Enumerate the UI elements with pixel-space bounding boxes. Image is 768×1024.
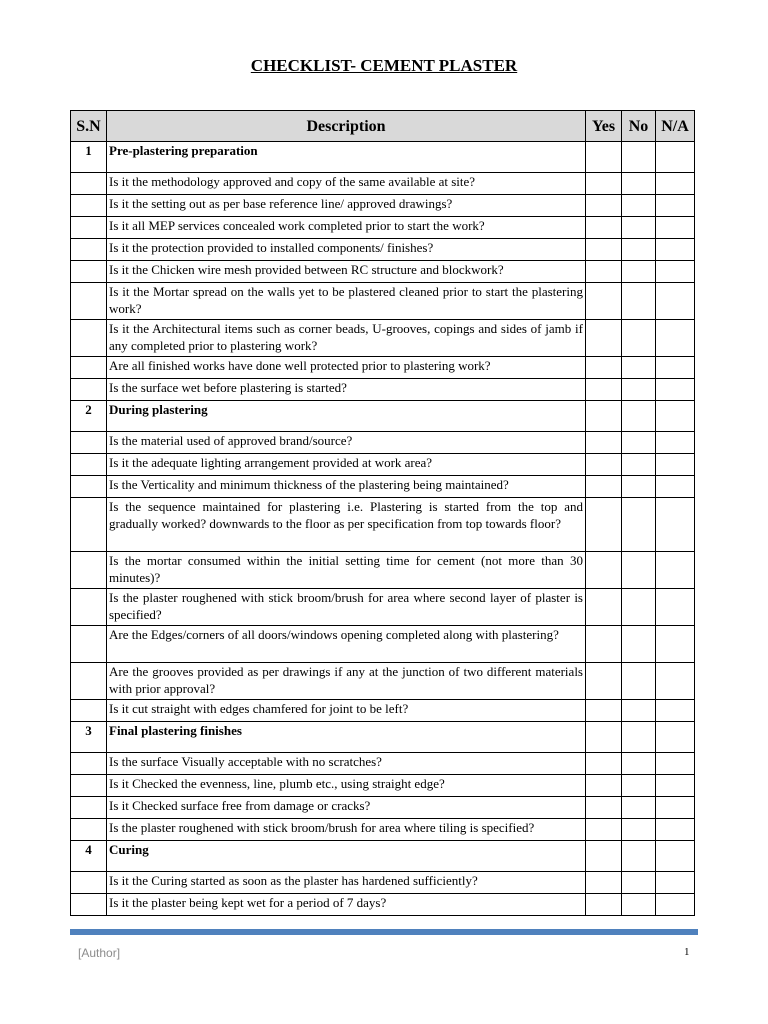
checklist-item-row bbox=[71, 797, 695, 819]
yes-checkbox-cell[interactable] bbox=[586, 872, 622, 894]
no-checkbox-cell[interactable] bbox=[622, 239, 656, 261]
no-checkbox-cell[interactable] bbox=[622, 217, 656, 239]
yes-checkbox-cell[interactable] bbox=[586, 797, 622, 819]
item-number-cell bbox=[71, 432, 107, 454]
na-checkbox-cell[interactable] bbox=[656, 700, 695, 722]
na-checkbox-cell[interactable] bbox=[656, 142, 695, 173]
section-title: Pre-plastering preparation bbox=[107, 142, 586, 173]
no-checkbox-cell[interactable] bbox=[622, 476, 656, 498]
item-description: Is the plaster roughened with stick broom/brush for area where second layer of plaster is specified? bbox=[107, 589, 586, 626]
item-description: Is it the Mortar spread on the walls yet to be plastered cleaned prior to start the plastering work? bbox=[107, 283, 586, 320]
yes-checkbox-cell[interactable] bbox=[586, 753, 622, 775]
no-checkbox-cell[interactable] bbox=[622, 753, 656, 775]
yes-checkbox-cell[interactable] bbox=[586, 142, 622, 173]
na-checkbox-cell[interactable] bbox=[656, 775, 695, 797]
no-checkbox-cell[interactable] bbox=[622, 775, 656, 797]
checklist-item-row bbox=[71, 432, 695, 454]
item-description: Is the surface Visually acceptable with no scratches? bbox=[107, 753, 586, 775]
yes-checkbox-cell[interactable] bbox=[586, 894, 622, 916]
item-description: Is it cut straight with edges chamfered for joint to be left? bbox=[107, 700, 586, 722]
item-description: Is it the Curing started as soon as the plaster has hardened sufficiently? bbox=[107, 872, 586, 894]
item-description: Is it the protection provided to installed components/ finishes? bbox=[107, 239, 586, 261]
yes-checkbox-cell[interactable] bbox=[586, 173, 622, 195]
na-checkbox-cell[interactable] bbox=[656, 320, 695, 357]
section-title: During plastering bbox=[107, 401, 586, 432]
na-checkbox-cell[interactable] bbox=[656, 498, 695, 552]
yes-checkbox-cell[interactable] bbox=[586, 320, 622, 357]
item-number-cell bbox=[71, 283, 107, 320]
yes-checkbox-cell[interactable] bbox=[586, 589, 622, 626]
section-title: Curing bbox=[107, 841, 586, 872]
item-number-cell bbox=[71, 872, 107, 894]
yes-checkbox-cell[interactable] bbox=[586, 775, 622, 797]
checklist-item-row bbox=[71, 217, 695, 239]
na-checkbox-cell[interactable] bbox=[656, 261, 695, 283]
yes-checkbox-cell[interactable] bbox=[586, 217, 622, 239]
item-description: Is the surface wet before plastering is started? bbox=[107, 379, 586, 401]
item-description: Is it the adequate lighting arrangement provided at work area? bbox=[107, 454, 586, 476]
yes-checkbox-cell[interactable] bbox=[586, 700, 622, 722]
no-checkbox-cell[interactable] bbox=[622, 700, 656, 722]
item-number-cell bbox=[71, 626, 107, 663]
no-checkbox-cell[interactable] bbox=[622, 819, 656, 841]
item-number-cell bbox=[71, 894, 107, 916]
item-number-cell bbox=[71, 173, 107, 195]
item-number-cell bbox=[71, 239, 107, 261]
item-number-cell bbox=[71, 476, 107, 498]
item-number-cell bbox=[71, 357, 107, 379]
header-sn: S.N bbox=[71, 111, 107, 142]
yes-checkbox-cell[interactable] bbox=[586, 379, 622, 401]
item-description: Is it all MEP services concealed work completed prior to start the work? bbox=[107, 217, 586, 239]
checklist-item-row bbox=[71, 283, 695, 320]
yes-checkbox-cell[interactable] bbox=[586, 841, 622, 872]
yes-checkbox-cell[interactable] bbox=[586, 454, 622, 476]
na-checkbox-cell[interactable] bbox=[656, 454, 695, 476]
no-checkbox-cell[interactable] bbox=[622, 283, 656, 320]
yes-checkbox-cell[interactable] bbox=[586, 626, 622, 663]
na-checkbox-cell[interactable] bbox=[656, 379, 695, 401]
item-number-cell bbox=[71, 589, 107, 626]
no-checkbox-cell[interactable] bbox=[622, 722, 656, 753]
checklist-item-row bbox=[71, 700, 695, 722]
item-description: Is it the setting out as per base reference line/ approved drawings? bbox=[107, 195, 586, 217]
item-description: Is it the Architectural items such as corner beads, U-grooves, copings and sides of jamb if any completed prior to plastering work? bbox=[107, 320, 586, 357]
no-checkbox-cell[interactable] bbox=[622, 498, 656, 552]
na-checkbox-cell[interactable] bbox=[656, 401, 695, 432]
checklist-item-row bbox=[71, 261, 695, 283]
section-row bbox=[71, 722, 695, 753]
no-checkbox-cell[interactable] bbox=[622, 195, 656, 217]
item-description: Is it the Chicken wire mesh provided between RC structure and blockwork? bbox=[107, 261, 586, 283]
section-number: 2 bbox=[71, 401, 107, 432]
item-description: Is the Verticality and minimum thickness of the plastering being maintained? bbox=[107, 476, 586, 498]
footer-author: [Author] bbox=[78, 946, 121, 960]
section-row bbox=[71, 841, 695, 872]
checklist-item-row bbox=[71, 663, 695, 700]
checklist-item-row bbox=[71, 626, 695, 663]
checklist-item-row bbox=[71, 552, 695, 589]
no-checkbox-cell[interactable] bbox=[622, 401, 656, 432]
na-checkbox-cell[interactable] bbox=[656, 217, 695, 239]
yes-checkbox-cell[interactable] bbox=[586, 432, 622, 454]
na-checkbox-cell[interactable] bbox=[656, 357, 695, 379]
no-checkbox-cell[interactable] bbox=[622, 320, 656, 357]
checklist-item-row bbox=[71, 476, 695, 498]
no-checkbox-cell[interactable] bbox=[622, 663, 656, 700]
item-number-cell bbox=[71, 663, 107, 700]
item-number-cell bbox=[71, 320, 107, 357]
item-description: Is it the methodology approved and copy of the same available at site? bbox=[107, 173, 586, 195]
checklist-item-row bbox=[71, 894, 695, 916]
header-description: Description bbox=[107, 111, 586, 142]
yes-checkbox-cell[interactable] bbox=[586, 283, 622, 320]
yes-checkbox-cell[interactable] bbox=[586, 722, 622, 753]
no-checkbox-cell[interactable] bbox=[622, 379, 656, 401]
no-checkbox-cell[interactable] bbox=[622, 797, 656, 819]
checklist-item-row bbox=[71, 753, 695, 775]
document-title: CHECKLIST- CEMENT PLASTER bbox=[250, 56, 518, 75]
item-number-cell bbox=[71, 819, 107, 841]
item-number-cell bbox=[71, 379, 107, 401]
na-checkbox-cell[interactable] bbox=[656, 872, 695, 894]
no-checkbox-cell[interactable] bbox=[622, 357, 656, 379]
item-description: Is the mortar consumed within the initial setting time for cement (not more than 30 minutes)? bbox=[107, 552, 586, 589]
checklist-item-row bbox=[71, 775, 695, 797]
item-number-cell bbox=[71, 775, 107, 797]
yes-checkbox-cell[interactable] bbox=[586, 552, 622, 589]
page-number: 1 bbox=[684, 946, 690, 958]
no-checkbox-cell[interactable] bbox=[622, 872, 656, 894]
na-checkbox-cell[interactable] bbox=[656, 626, 695, 663]
yes-checkbox-cell[interactable] bbox=[586, 239, 622, 261]
checklist-body bbox=[71, 142, 695, 916]
item-description: Is it the plaster being kept wet for a period of 7 days? bbox=[107, 894, 586, 916]
footer-bar bbox=[70, 929, 698, 935]
section-row bbox=[71, 401, 695, 432]
checklist-item-row bbox=[71, 872, 695, 894]
na-checkbox-cell[interactable] bbox=[656, 722, 695, 753]
item-description: Is the material used of approved brand/source? bbox=[107, 432, 586, 454]
item-number-cell bbox=[71, 753, 107, 775]
na-checkbox-cell[interactable] bbox=[656, 819, 695, 841]
item-description: Are the grooves provided as per drawings if any at the junction of two different materials with prior approval? bbox=[107, 663, 586, 700]
header-na: N/A bbox=[656, 111, 695, 142]
item-number-cell bbox=[71, 261, 107, 283]
no-checkbox-cell[interactable] bbox=[622, 261, 656, 283]
header-row bbox=[71, 111, 695, 142]
checklist-item-row bbox=[71, 454, 695, 476]
checklist-item-row bbox=[71, 173, 695, 195]
checklist-item-row bbox=[71, 357, 695, 379]
yes-checkbox-cell[interactable] bbox=[586, 261, 622, 283]
item-number-cell bbox=[71, 797, 107, 819]
yes-checkbox-cell[interactable] bbox=[586, 195, 622, 217]
yes-checkbox-cell[interactable] bbox=[586, 498, 622, 552]
item-number-cell bbox=[71, 498, 107, 552]
na-checkbox-cell[interactable] bbox=[656, 239, 695, 261]
item-description: Are all finished works have done well protected prior to plastering work? bbox=[107, 357, 586, 379]
checklist-item-row bbox=[71, 819, 695, 841]
checklist-item-row bbox=[71, 379, 695, 401]
header-yes: Yes bbox=[586, 111, 622, 142]
item-description: Are the Edges/corners of all doors/windows opening completed along with plastering? bbox=[107, 626, 586, 663]
na-checkbox-cell[interactable] bbox=[656, 663, 695, 700]
item-description: Is it Checked surface free from damage or cracks? bbox=[107, 797, 586, 819]
na-checkbox-cell[interactable] bbox=[656, 195, 695, 217]
checklist-item-row bbox=[71, 498, 695, 552]
item-number-cell bbox=[71, 700, 107, 722]
section-title: Final plastering finishes bbox=[107, 722, 586, 753]
item-number-cell bbox=[71, 552, 107, 589]
item-number-cell bbox=[71, 454, 107, 476]
no-checkbox-cell[interactable] bbox=[622, 841, 656, 872]
na-checkbox-cell[interactable] bbox=[656, 797, 695, 819]
na-checkbox-cell[interactable] bbox=[656, 173, 695, 195]
yes-checkbox-cell[interactable] bbox=[586, 357, 622, 379]
na-checkbox-cell[interactable] bbox=[656, 841, 695, 872]
checklist-item-row bbox=[71, 195, 695, 217]
checklist-table bbox=[70, 110, 695, 916]
item-description: Is the plaster roughened with stick broom/brush for area where tiling is specified? bbox=[107, 819, 586, 841]
section-number: 4 bbox=[71, 841, 107, 872]
no-checkbox-cell[interactable] bbox=[622, 894, 656, 916]
section-row bbox=[71, 142, 695, 173]
yes-checkbox-cell[interactable] bbox=[586, 401, 622, 432]
no-checkbox-cell[interactable] bbox=[622, 589, 656, 626]
na-checkbox-cell[interactable] bbox=[656, 589, 695, 626]
yes-checkbox-cell[interactable] bbox=[586, 476, 622, 498]
na-checkbox-cell[interactable] bbox=[656, 894, 695, 916]
no-checkbox-cell[interactable] bbox=[622, 552, 656, 589]
na-checkbox-cell[interactable] bbox=[656, 432, 695, 454]
no-checkbox-cell[interactable] bbox=[622, 626, 656, 663]
na-checkbox-cell[interactable] bbox=[656, 753, 695, 775]
item-number-cell bbox=[71, 195, 107, 217]
no-checkbox-cell[interactable] bbox=[622, 173, 656, 195]
no-checkbox-cell[interactable] bbox=[622, 454, 656, 476]
yes-checkbox-cell[interactable] bbox=[586, 663, 622, 700]
na-checkbox-cell[interactable] bbox=[656, 283, 695, 320]
item-description: Is the sequence maintained for plastering i.e. Plastering is started from the top and gradually worked? downwards to the floor as per specification from top towards floor? bbox=[107, 498, 586, 552]
item-description: Is it Checked the evenness, line, plumb etc., using straight edge? bbox=[107, 775, 586, 797]
na-checkbox-cell[interactable] bbox=[656, 552, 695, 589]
section-number: 3 bbox=[71, 722, 107, 753]
checklist-item-row bbox=[71, 320, 695, 357]
no-checkbox-cell[interactable] bbox=[622, 432, 656, 454]
header-no: No bbox=[622, 111, 656, 142]
no-checkbox-cell[interactable] bbox=[622, 142, 656, 173]
checklist-item-row bbox=[71, 239, 695, 261]
checklist-item-row bbox=[71, 589, 695, 626]
item-number-cell bbox=[71, 217, 107, 239]
section-number: 1 bbox=[71, 142, 107, 173]
na-checkbox-cell[interactable] bbox=[656, 476, 695, 498]
yes-checkbox-cell[interactable] bbox=[586, 819, 622, 841]
